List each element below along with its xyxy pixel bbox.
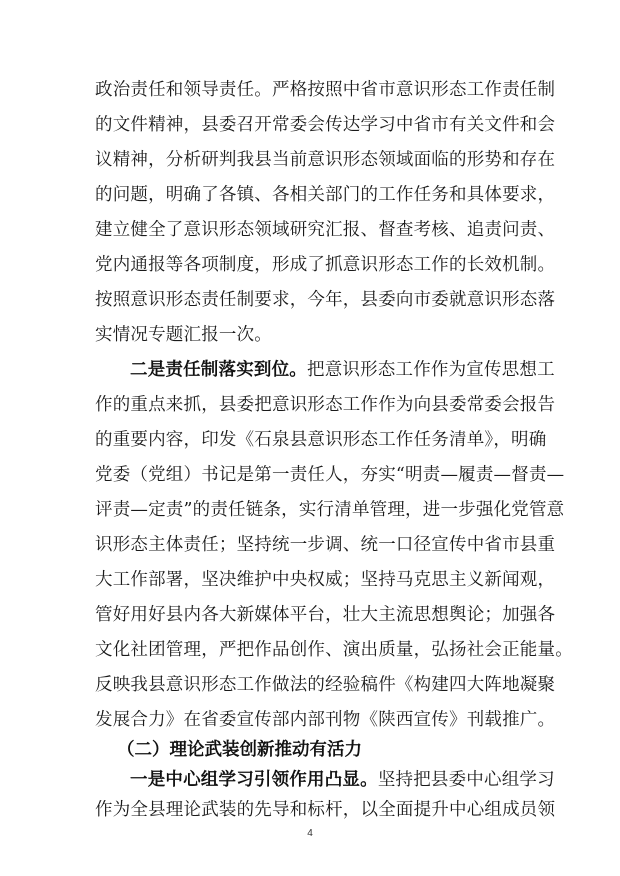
paragraph-3-lead-bold: 一是中心组学习引领作用凸显。: [130, 770, 378, 790]
paragraph-2-line-11: 发展合力》在省委宣传部内部刊物《陕西宣传》刊载推广。: [95, 710, 556, 730]
paragraph-1-line-3: 议精神，分析研判我县当前意识形态领域面临的形势和存在: [95, 150, 556, 170]
paragraph-2-line-8: 管好用好县内各大新媒体平台，壮大主流思想舆论；加强各: [95, 605, 556, 625]
paragraph-3-line-2: 作为全县理论武装的先导和标杆，以全面提升中心组成员领: [95, 800, 556, 820]
paragraph-1-line-7: 按照意识形态责任制要求，今年，县委向市委就意识形态落: [95, 290, 556, 310]
paragraph-2-line-7: 大工作部署，坚决维护中央权威；坚持马克思主义新闻观，: [95, 570, 556, 590]
paragraph-1-line-4: 的问题，明确了各镇、各相关部门的工作任务和具体要求，: [95, 185, 556, 205]
paragraph-1-line-6: 党内通报等各项制度，形成了抓意识形态工作的长效机制。: [95, 255, 556, 275]
paragraph-2-line-10: 反映我县意识形态工作做法的经验稿件《构建四大阵地凝聚: [95, 675, 556, 695]
paragraph-1-line-5: 建立健全了意识形态领域研究汇报、督查考核、追责问责、: [95, 220, 556, 240]
paragraph-2-line-4: 党委（党组）书记是第一责任人，夯实“明责—履责—督责—: [95, 465, 565, 485]
paragraph-2-line-1: [130, 358, 555, 382]
paragraph-1-line-2: 的文件精神，县委召开常委会传达学习中省市有关文件和会: [95, 115, 556, 135]
paragraph-2-line-5: 评责—定责”的责任链条，实行清单管理，进一步强化党管意: [95, 500, 565, 520]
paragraph-1-line-8: 实情况专题汇报一次。: [95, 325, 272, 345]
paragraph-1-line-1: 政治责任和领导责任。严格按照中省市意识形态工作责任制: [95, 80, 556, 100]
paragraph-2-line-6: 识形态主体责任；坚持统一步调、统一口径宣传中省市县重: [95, 535, 556, 555]
section-heading: （二）理论武装创新推动有活力: [117, 740, 362, 760]
paragraph-3-first-line-text: 坚持把县委中心组学习: [377, 770, 555, 790]
paragraph-3-line-1: [130, 768, 555, 792]
paragraph-2-line-2: 作的重点来抓，县委把意识形态工作作为向县委常委会报告: [95, 395, 556, 415]
page-number: 4: [307, 828, 313, 839]
paragraph-2-first-line-text: 把意识形态工作作为宣传思想工: [307, 360, 555, 380]
paragraph-2-lead-bold: 二是责任制落实到位。: [130, 360, 307, 380]
paragraph-2-line-9: 文化社团管理，严把作品创作、演出质量，弘扬社会正能量。: [95, 640, 573, 660]
paragraph-2-line-3: 的重要内容，印发《石泉县意识形态工作任务清单》，明确: [95, 430, 547, 450]
